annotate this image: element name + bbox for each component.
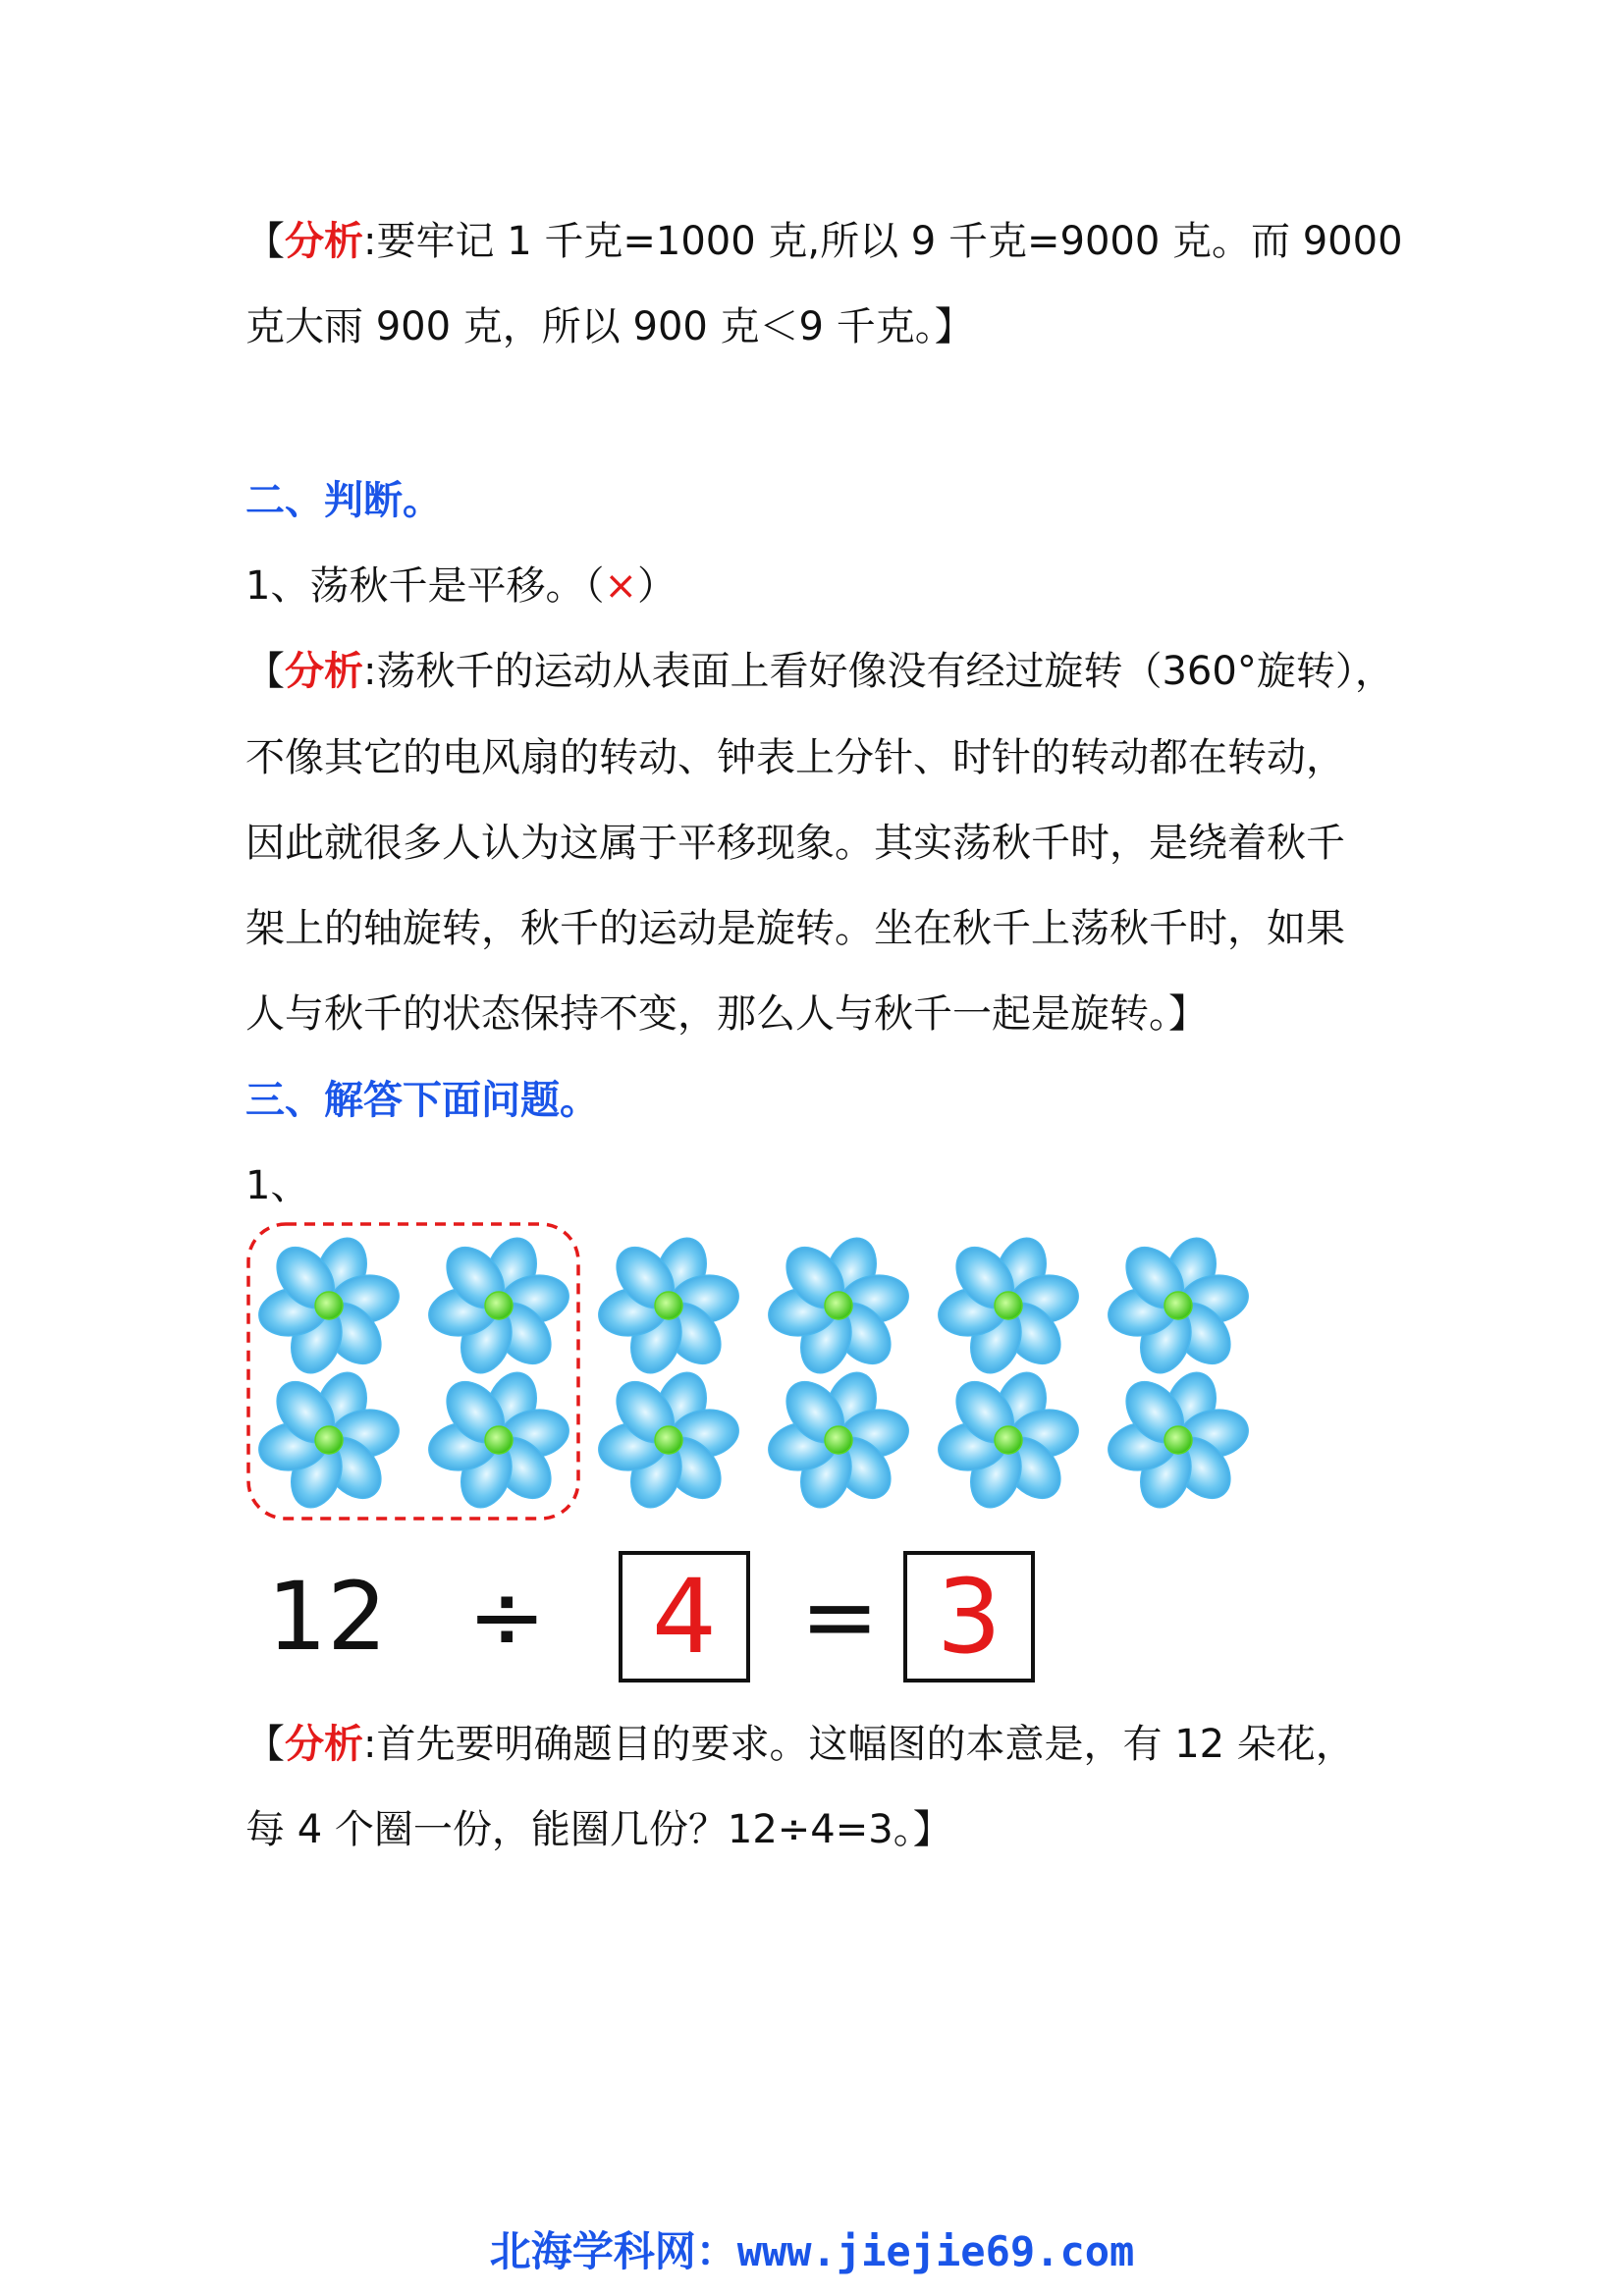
flower-icon	[1105, 1231, 1252, 1380]
analysis-line: 架上的轴旋转，秋千的运动是旋转。坐在秋千上荡秋千时，如果	[245, 906, 1345, 951]
flower-icon	[1105, 1365, 1252, 1515]
flower-center	[995, 1292, 1022, 1319]
flower-icon	[255, 1231, 403, 1380]
flower-icon	[765, 1365, 912, 1515]
analysis-line: 不像其它的电风扇的转动、钟表上分针、时针的转动都在转动，	[245, 735, 1345, 780]
flower-icon	[935, 1365, 1082, 1515]
footer-url[interactable]: www.jiejie69.com	[736, 2227, 1135, 2275]
equation-divide-sign: ÷	[467, 1562, 547, 1672]
analysis-line: 【分析:首先要明确题目的要求。这幅图的本意是，有 12 朵花，	[245, 1722, 1355, 1767]
flower-center	[825, 1426, 852, 1454]
flower-center	[315, 1292, 343, 1319]
flower-icon	[595, 1365, 742, 1515]
flower-icon	[765, 1231, 912, 1380]
section-heading-judge: 二、判断。	[245, 478, 442, 523]
flower-center	[485, 1292, 513, 1319]
question-1-label: 1、	[245, 1163, 310, 1208]
flower-icon	[255, 1365, 403, 1515]
analysis-line: 每 4 个圈一份，能圈几份？12÷4=3。】	[245, 1807, 952, 1852]
footer-watermark	[0, 2224, 1624, 2279]
analysis-label: 分析	[285, 219, 363, 264]
analysis-label: 分析	[285, 649, 363, 694]
equation-divisor-box: 4	[619, 1551, 750, 1682]
equation-quotient-box: 3	[903, 1551, 1035, 1682]
flower-icon	[935, 1231, 1082, 1380]
analysis-label: 分析	[285, 1722, 363, 1767]
flower-center	[655, 1292, 682, 1319]
flower-icon	[595, 1231, 742, 1380]
equation-equals-sign: =	[800, 1562, 880, 1672]
section-heading-solve: 三、解答下面问题。	[245, 1078, 599, 1123]
answer-mark: ×	[604, 563, 637, 609]
flower-icon	[425, 1365, 572, 1515]
flower-center	[485, 1426, 513, 1454]
analysis-line: 克大雨 900 克，所以 900 克＜9 千克。】	[245, 304, 974, 349]
equation-dividend: 12	[267, 1562, 388, 1672]
analysis-line: 人与秋千的状态保持不变，那么人与秋千一起是旋转。】	[245, 991, 1208, 1037]
flower-icon	[425, 1231, 572, 1380]
analysis-line: 【分析:要牢记 1 千克=1000 克,所以 9 千克=9000 克。而 9000	[245, 219, 1403, 264]
flower-center	[1164, 1292, 1192, 1319]
analysis-line: 因此就很多人认为这属于平移现象。其实荡秋千时，是绕着秋千	[245, 821, 1345, 866]
flower-center	[995, 1426, 1022, 1454]
question-1-judge: 1、荡秋千是平移。（×）	[245, 563, 677, 609]
footer-site-name: 北海学科网：	[489, 2227, 737, 2275]
flower-center	[1164, 1426, 1192, 1454]
flower-center	[655, 1426, 682, 1454]
flower-center	[315, 1426, 343, 1454]
flower-center	[825, 1292, 852, 1319]
analysis-line: 【分析:荡秋千的运动从表面上看好像没有经过旋转（360°旋转），	[245, 649, 1394, 694]
